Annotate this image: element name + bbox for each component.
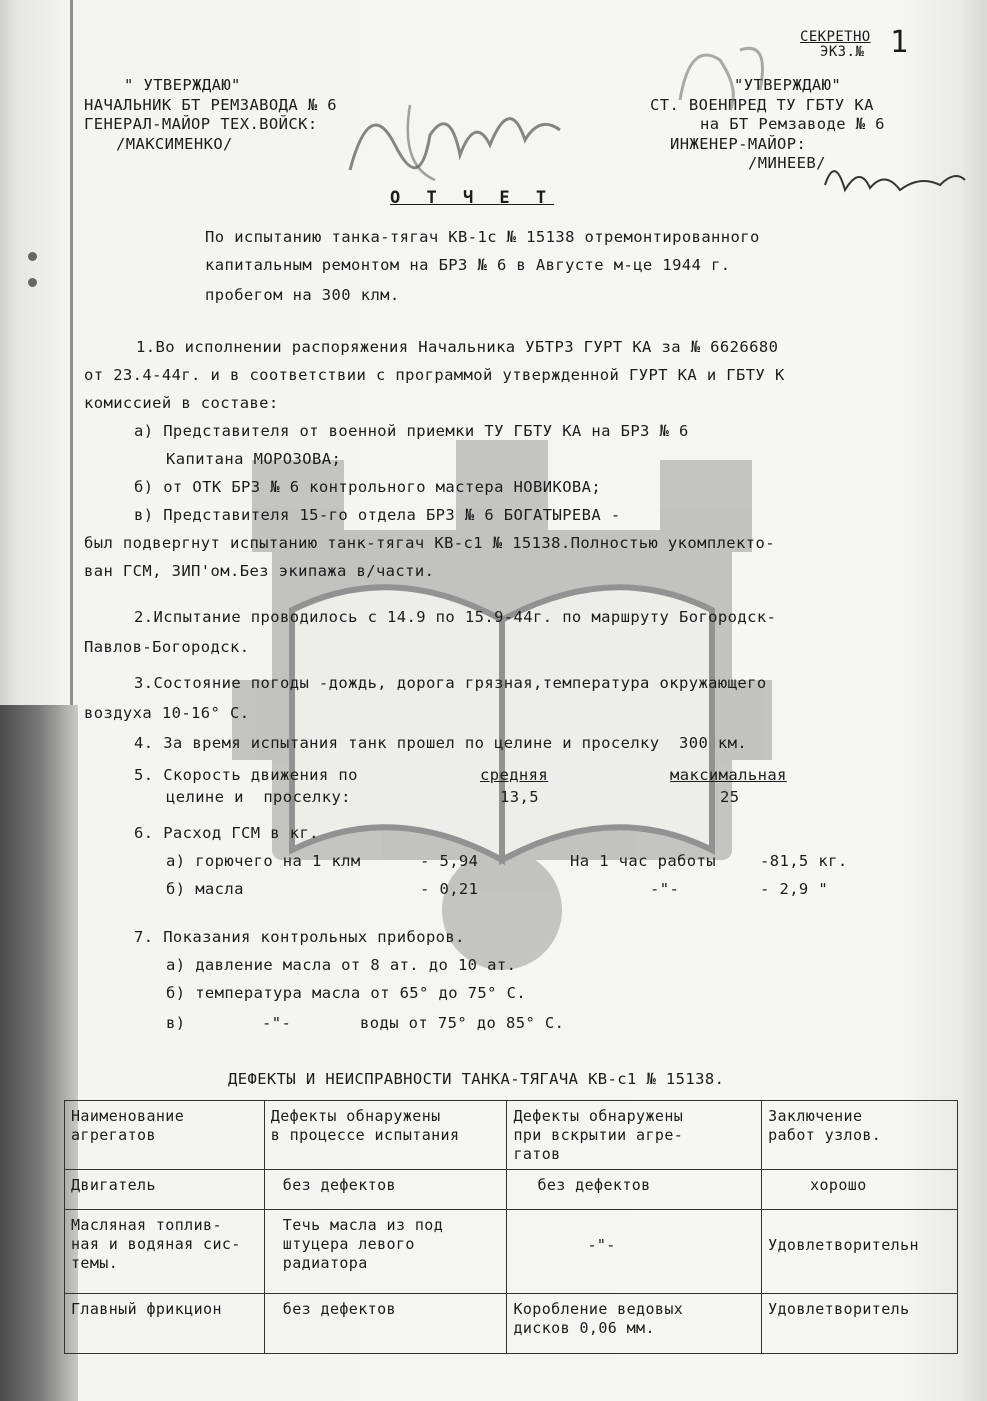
body-line: ван ГСМ, ЗИП'ом.Без экипажа в/части.	[84, 562, 435, 580]
document-title: О Т Ч Е Т	[390, 188, 555, 208]
body-line: Капитана МОРОЗОВА;	[166, 450, 342, 468]
table-cell: Течь масла из под штуцера левого радиатора	[264, 1210, 507, 1294]
body-line: воздуха 10-16° С.	[84, 704, 250, 722]
fuel-per-km: - 5,94	[420, 852, 479, 870]
speed-label: 5. Скорость движения по	[134, 766, 358, 784]
table-cell: без дефектов	[507, 1170, 762, 1210]
table-cell: Масляная топлив- ная и водяная сис- темы.	[65, 1210, 265, 1294]
copy-number: ЭКЗ.№	[820, 44, 865, 60]
approval-right-line2: на БТ Ремзаводе № 6	[700, 115, 885, 133]
fuel-per-hour: -81,5 кг.	[760, 852, 848, 870]
table-title: ДЕФЕКТЫ И НЕИСПРАВНОСТИ ТАНКА-ТЯГАЧА КВ-с1 № 15138.	[228, 1070, 725, 1088]
body-line: 2.Испытание проводилось с 14.9 по 15.9-44г. по маршруту Богородск-	[134, 608, 777, 626]
speed-max-label: максимальная	[670, 766, 787, 784]
instrument-line: а) давление масла от 8 ат. до 10 ат.	[166, 956, 517, 974]
ditto-mark: -"-	[650, 880, 680, 898]
approval-right-line3: ИНЖЕНЕР-МАЙОР:	[670, 135, 807, 153]
table-cell: без дефектов	[264, 1170, 507, 1210]
copy-number-value: 1	[890, 25, 909, 60]
table-header-cell: Заключение работ узлов.	[762, 1101, 958, 1170]
table-header-row	[65, 1101, 958, 1170]
body-line: б) от ОТК БРЗ № 6 контрольного мастера НОВИКОВА;	[134, 478, 602, 496]
intro-line: пробегом на 300 клм.	[205, 286, 400, 304]
body-line: 4. За время испытания танк прошел по целине и проселку 300 км.	[134, 734, 748, 752]
table-header-cell: Дефекты обнаружены при вскрытии агре- гатов	[507, 1101, 762, 1170]
table-cell: Двигатель	[65, 1170, 265, 1210]
table-row	[65, 1294, 958, 1354]
approval-left-line3: /МАКСИМЕНКО/	[116, 135, 233, 153]
body-line: а) Представителя от военной приемки ТУ ГБТУ КА на БРЗ № 6	[134, 422, 689, 440]
oil-per-hour: - 2,9 "	[760, 880, 829, 898]
instrument-line-letter: в)	[166, 1014, 186, 1032]
approval-right-line1: СТ. ВОЕНПРЕД ТУ ГБТУ КА	[650, 96, 874, 114]
signature-left	[340, 75, 570, 195]
approval-left-line2: ГЕНЕРАЛ-МАЙОР ТЕХ.ВОЙСК:	[84, 115, 318, 133]
secrecy-stamp: СЕКРЕТНО	[800, 29, 871, 45]
punch-hole	[28, 252, 37, 261]
speed-avg-value: 13,5	[500, 788, 539, 806]
fuel-heading: 6. Расход ГСМ в кг.	[134, 824, 319, 842]
oil-label: б) масла	[166, 880, 244, 898]
table-row	[65, 1170, 958, 1210]
body-line: 1.Во исполнении распоряжения Начальника УБТРЗ ГУРТ КА за № 6626680	[136, 338, 779, 356]
per-hour-label: На 1 час работы	[570, 852, 716, 870]
table-cell: хорошо	[762, 1170, 958, 1210]
approval-left-title: " УТВЕРЖДАЮ"	[124, 76, 241, 94]
body-line: комиссией в составе:	[84, 394, 279, 412]
intro-line: По испытанию танка-тягач КВ-1с № 15138 отремонтированного	[205, 228, 760, 246]
table-header-cell: Дефекты обнаружены в процессе испытания	[264, 1101, 507, 1170]
table-row	[65, 1210, 958, 1294]
oil-per-km: - 0,21	[420, 880, 479, 898]
instrument-line: воды от 75° до 85° С.	[360, 1014, 565, 1032]
speed-avg-label: средняя	[480, 766, 549, 784]
table-cell: Главный фрикцион	[65, 1294, 265, 1354]
speed-max-value: 25	[720, 788, 740, 806]
table-cell: Коробление ведовых дисков 0,06 мм.	[507, 1294, 762, 1354]
body-line: в) Представителя 15-го отдела БРЗ № 6 БОГАТЫРЕВА -	[134, 506, 621, 524]
table-header-cell: Наименование агрегатов	[65, 1101, 265, 1170]
ditto-mark: -"-	[262, 1014, 292, 1032]
speed-label-2: целине и проселку:	[166, 788, 351, 806]
approval-right-line4: /МИНЕЕВ/	[748, 154, 826, 172]
fuel-label: а) горючего на 1 клм	[166, 852, 361, 870]
instrument-line: б) температура масла от 65° до 75° С.	[166, 984, 527, 1002]
handwritten-note	[660, 30, 790, 120]
table-cell: Удовлетворитель	[762, 1294, 958, 1354]
body-line: 3.Состояние погоды -дождь, дорога грязная,температура окружающего	[134, 674, 767, 692]
body-line: Павлов-Богородск.	[84, 638, 250, 656]
punch-hole	[28, 278, 37, 287]
table-cell: без дефектов	[264, 1294, 507, 1354]
instruments-heading: 7. Показания контрольных приборов.	[134, 928, 465, 946]
table-cell: -"-	[507, 1210, 762, 1294]
defects-table	[64, 1100, 958, 1354]
intro-line: капитальным ремонтом на БРЗ № 6 в Августе м-це 1944 г.	[205, 256, 731, 274]
body-line: от 23.4-44г. и в соответствии с программой утвержденной ГУРТ КА и ГБТУ К	[84, 366, 785, 384]
approval-left-line1: НАЧАЛЬНИК БТ РЕМЗАВОДА № 6	[84, 96, 338, 114]
signature-right	[820, 150, 970, 205]
body-line: был подвергнут испытанию танк-тягач КВ-с1 № 15138.Полностью укомплекто-	[84, 534, 775, 552]
table-cell: Удовлетворительн	[762, 1210, 958, 1294]
approval-right-title: "УТВЕРЖДАЮ"	[734, 76, 842, 94]
